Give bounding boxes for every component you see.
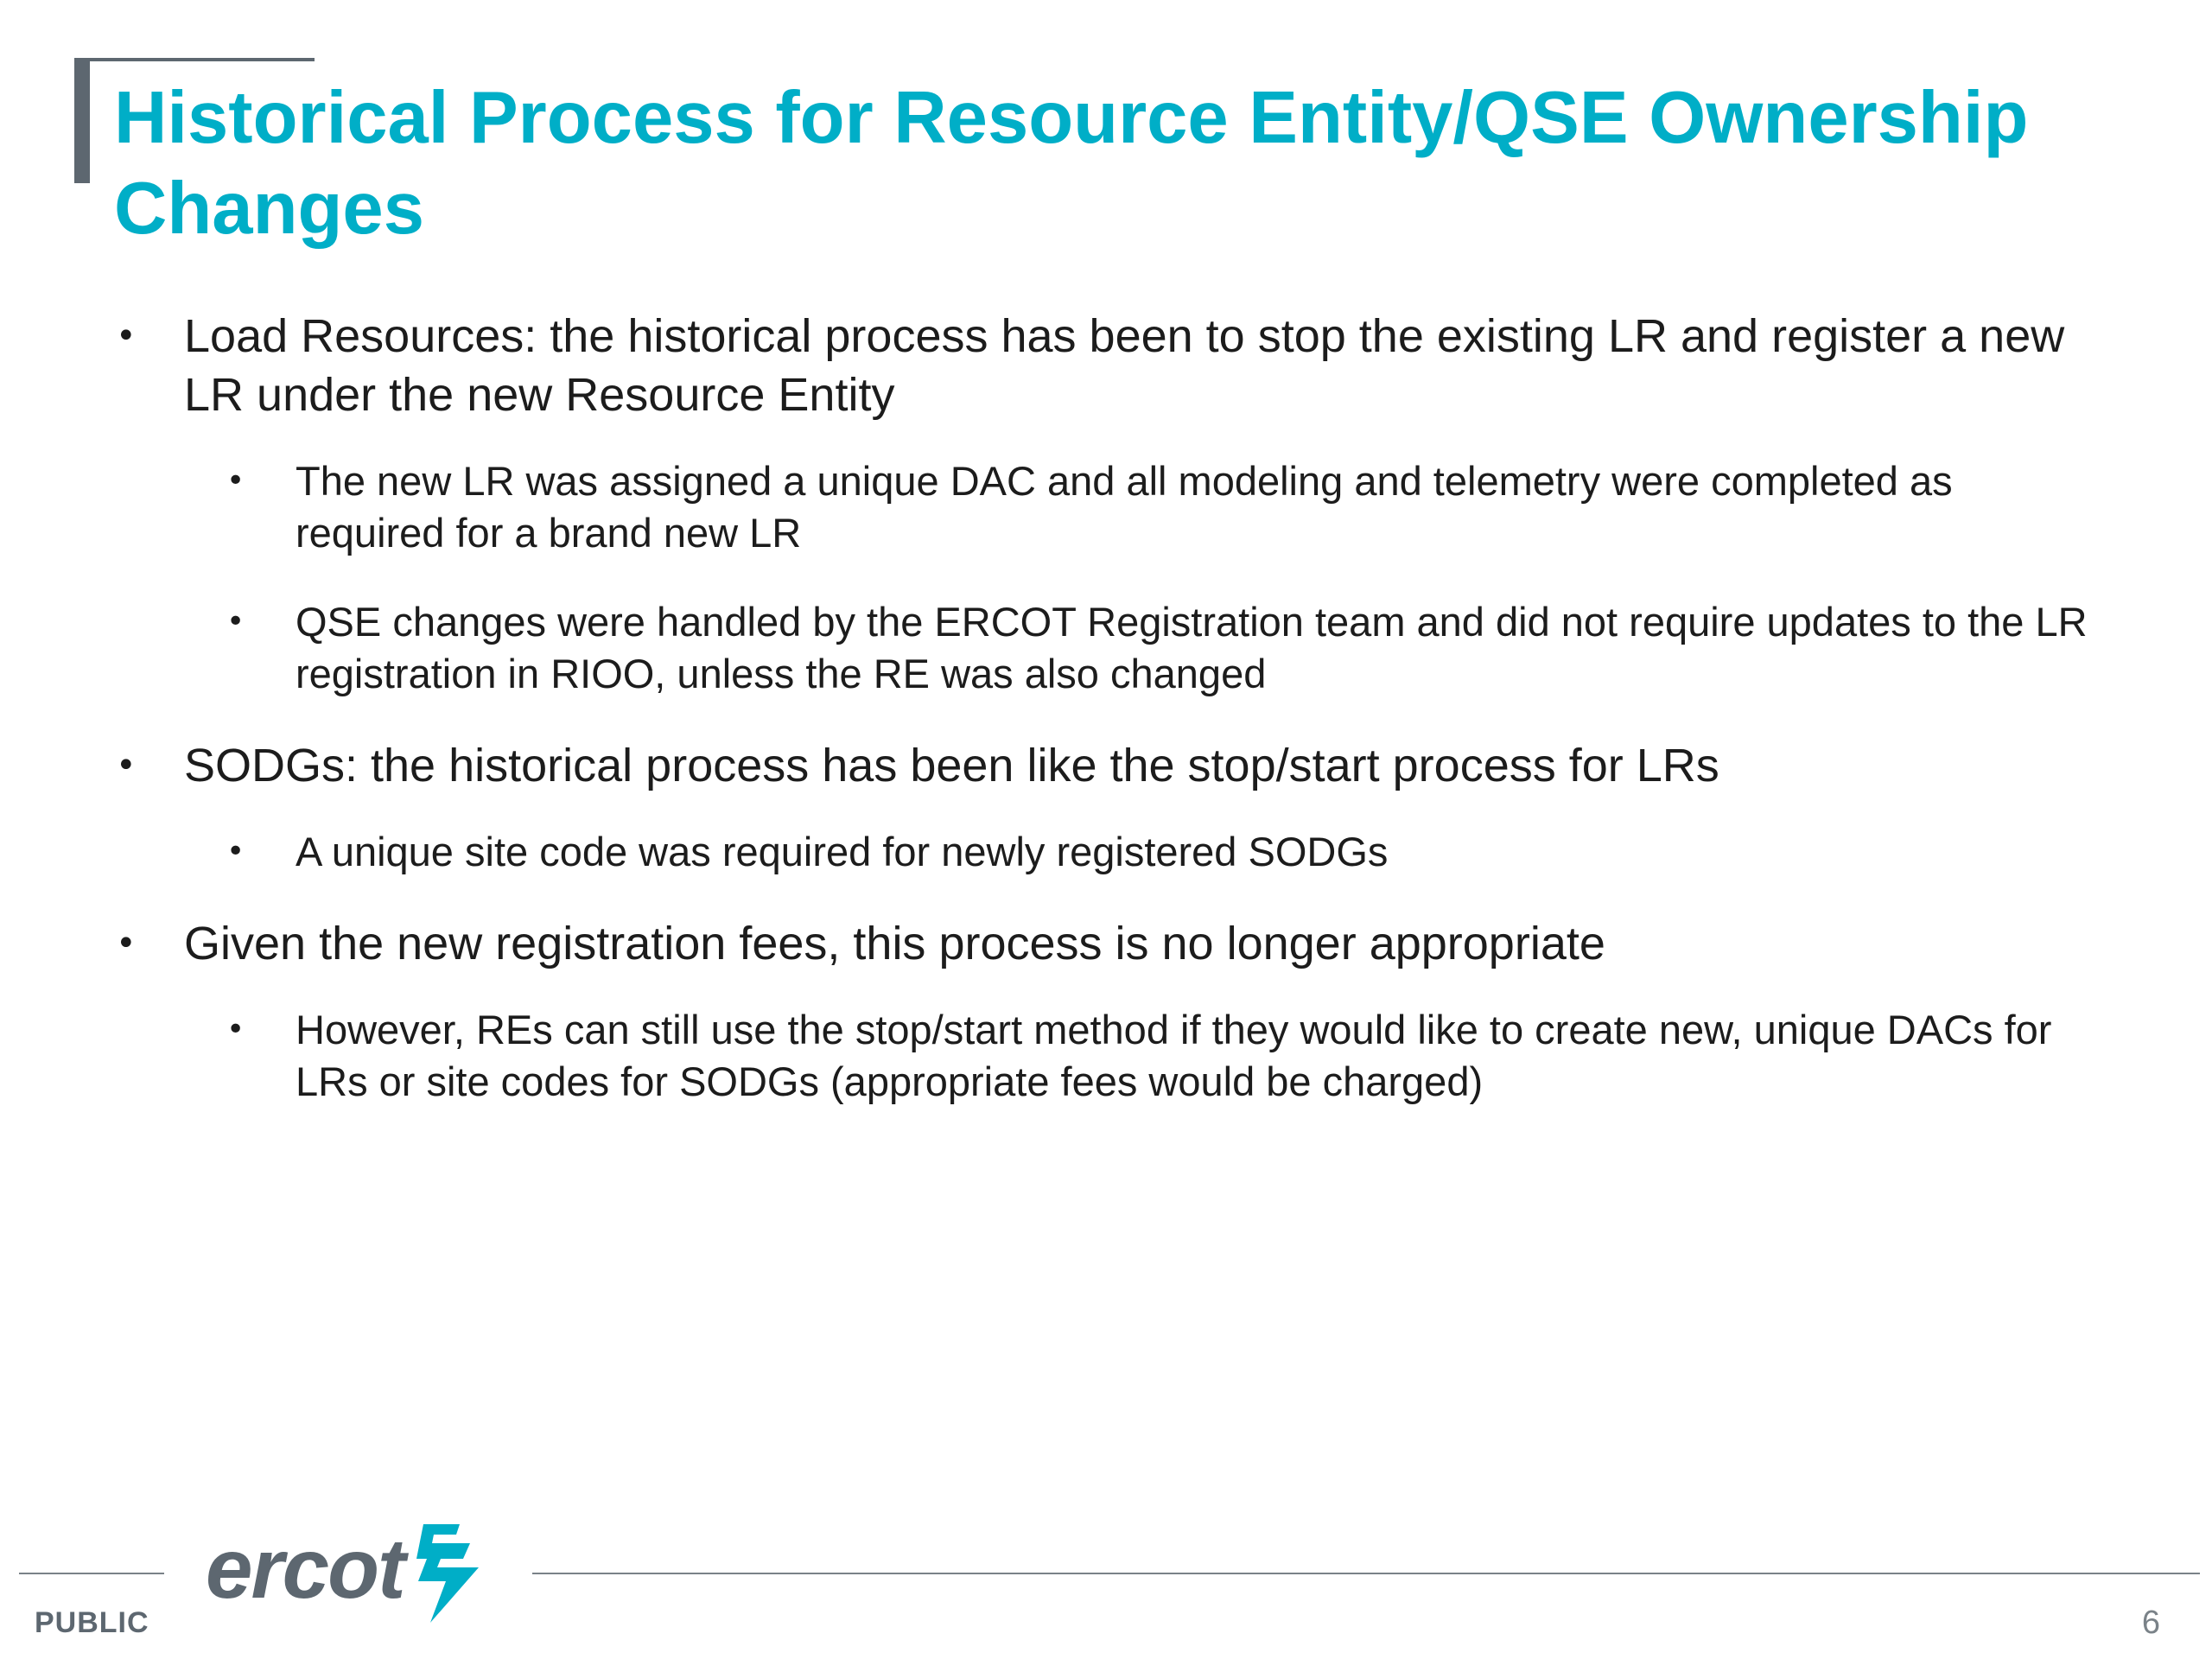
slide-content — [112, 307, 2100, 1108]
bullet-marker: • — [116, 924, 137, 963]
sub-bullet-text: QSE changes were handled by the ERCOT Registration team and did not require updates to the LR registration in RIOO, unless the RE was also changed — [296, 599, 2088, 696]
bullet-marker: • — [116, 316, 137, 356]
logo-wordmark: ercot — [206, 1521, 404, 1616]
bullet-marker: • — [116, 746, 137, 785]
bullet-text: SODGs: the historical process has been like the stop/start process for LRs — [184, 740, 1719, 791]
sub-bullet-text: The new LR was assigned a unique DAC and all modeling and telemetry were completed as required for a brand new LR — [296, 458, 1953, 556]
sub-bullet-marker: • — [226, 1012, 245, 1047]
sub-bullet-new-lr-dac — [112, 455, 2100, 559]
sub-bullet-marker: • — [226, 604, 245, 639]
bullet-registration-fees — [112, 914, 2100, 973]
footer-divider-left — [19, 1573, 164, 1574]
bullet-load-resources — [112, 307, 2100, 424]
sub-bullet-text: A unique site code was required for newly registered SODGs — [296, 829, 1389, 874]
sub-bullet-text: However, REs can still use the stop/start method if they would like to create new, unique DACs for LRs or site codes for SODGs (appropriate fees would be charged) — [296, 1007, 2052, 1104]
bullet-text: Given the new registration fees, this process is no longer appropriate — [184, 918, 1605, 969]
sub-bullet-stop-start-method — [112, 1004, 2100, 1108]
sub-bullet-marker: • — [226, 834, 245, 869]
bullet-text: Load Resources: the historical process has been to stop the existing LR and register a new LR under the new Resource Entity — [184, 310, 2065, 421]
sub-bullet-marker: • — [226, 463, 245, 499]
page-number: 6 — [2141, 1605, 2160, 1641]
slide-title: Historical Process for Resource Entity/QSE Ownership Changes — [114, 77, 2029, 250]
classification-label: PUBLIC — [35, 1606, 149, 1639]
title-accent-bar — [74, 59, 90, 183]
footer-divider-right — [532, 1573, 2200, 1574]
bullet-sodgs — [112, 736, 2100, 795]
sub-bullet-site-code — [112, 826, 2100, 878]
ercot-lightning-icon — [406, 1521, 489, 1624]
title-accent-bar-top — [74, 58, 315, 61]
sub-bullet-qse-changes — [112, 596, 2100, 700]
ercot-logo — [206, 1521, 491, 1633]
